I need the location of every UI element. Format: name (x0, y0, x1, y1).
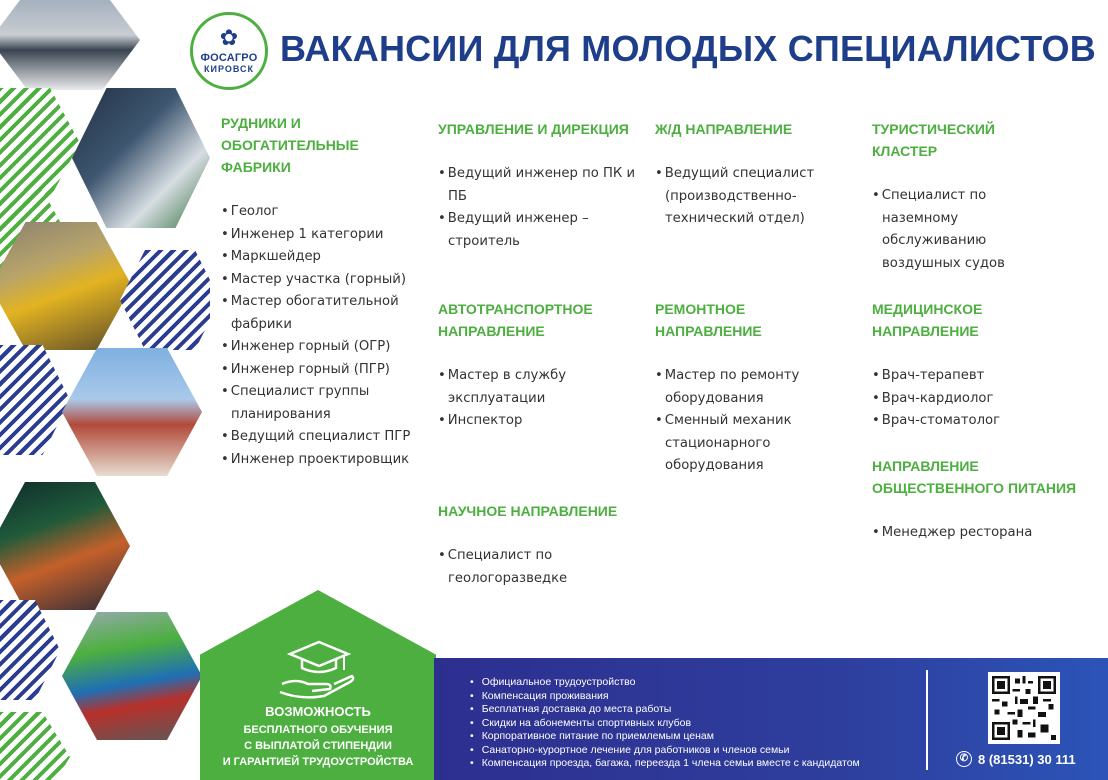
benefit-item: • Официальное трудоустройство (470, 676, 860, 690)
benefit-item: • Компенсация проживания (470, 690, 860, 704)
group-tourism (872, 118, 1032, 275)
control-room-photo (72, 88, 210, 228)
group-medical (872, 298, 1032, 433)
benefit-item: • Скидки на абонементы спортивных клубов (470, 717, 860, 731)
vacancy-item: • Специалист по наземному обслуживанию воздушных судов (872, 185, 1032, 275)
phone-icon: ✆ (956, 751, 972, 767)
blue-stripe-pattern (0, 345, 70, 455)
group-management (438, 118, 638, 253)
vacancy-item: • Врач-терапевт (872, 365, 1032, 388)
vacancy-item: • Инженер горный (ОГР) (221, 336, 431, 359)
vacancy-item: • Инженер 1 категории (221, 224, 431, 247)
vacancy-item: • Мастер участка (горный) (221, 269, 431, 292)
logo-line1: ФОСАГРО (200, 52, 258, 64)
vacancy-item: • Ведущий специалист (производственно-технический отдел) (655, 163, 855, 231)
benefit-item: • Корпоративное питание по приемлемым ценам (470, 730, 860, 744)
group-title: РУДНИКИ И ОБОГАТИТЕЛЬНЫЕ ФАБРИКИ (221, 115, 359, 175)
vacancy-item: • Мастер обогатительной фабрики (221, 291, 431, 336)
vacancy-item: • Геолог (221, 201, 431, 224)
vacancy-item: • Ведущий инженер – строитель (438, 208, 638, 253)
vacancy-list (872, 365, 1032, 433)
vacancy-item: • Врач-стоматолог (872, 410, 1032, 433)
blue-stripe-pattern (0, 600, 60, 700)
mining-truck-photo (0, 222, 132, 350)
group-title: АВТОТРАНСПОРТНОЕ НАПРАВЛЕНИЕ (438, 301, 593, 339)
phone-number: 8 (81531) 30 111 (978, 751, 1076, 767)
group-title: РЕМОНТНОЕ НАПРАВЛЕНИЕ (655, 301, 762, 339)
benefit-item: • Бесплатная доставка до места работы (470, 703, 860, 717)
logo-line2: КИРОВСК (204, 64, 254, 74)
station-photo (0, 0, 140, 90)
vacancy-list (438, 365, 608, 433)
train-photo (62, 612, 202, 740)
vacancy-item: • Ведущий специалист ПГР (221, 426, 431, 449)
vacancy-item: • Врач-кардиолог (872, 388, 1032, 411)
benefit-item: • Компенсация проезда, багажа, переезда 1 члена семьи вместе с кандидатом (470, 757, 860, 771)
contact-phone[interactable] (956, 751, 1076, 767)
vacancy-item: • Инженер проектировщик (221, 449, 431, 472)
building-photo (62, 348, 202, 476)
green-stripe-pattern (0, 88, 80, 198)
vacancy-item: • Мастер по ремонту оборудования (655, 365, 815, 410)
benefits-list (470, 676, 860, 771)
qr-code[interactable] (988, 672, 1060, 744)
vacancy-item: • Специалист группы планирования (221, 381, 431, 426)
group-title: УПРАВЛЕНИЕ И ДИРЕКЦИЯ (438, 121, 629, 137)
vacancy-item: • Менеджер ресторана (872, 522, 1102, 545)
benefit-item: • Санаторно-курортное лечение для работников и членов семьи (470, 744, 860, 758)
vacancy-list (872, 522, 1102, 545)
flower-icon: ✿ (219, 26, 239, 51)
vacancy-list (872, 185, 1032, 275)
group-mines (221, 112, 431, 471)
vacancy-item: • Инженер горный (ПГР) (221, 359, 431, 382)
graduation-cap-hand-icon (278, 640, 360, 700)
group-title: НАПРАВЛЕНИЕ ОБЩЕСТВЕННОГО ПИТАНИЯ (872, 458, 1077, 496)
night-building-photo (0, 482, 130, 610)
decorative-photo-column (0, 0, 210, 780)
vacancy-list (655, 365, 815, 478)
vacancy-item: • Маркшейдер (221, 246, 431, 269)
green-stripe-pattern (0, 712, 70, 780)
company-logo (190, 12, 268, 90)
group-science (438, 500, 638, 590)
vacancy-item: • Ведущий инженер по ПК и ПБ (438, 163, 638, 208)
page-title: ВАКАНСИИ ДЛЯ МОЛОДЫХ СПЕЦИАЛИСТОВ (280, 28, 1096, 69)
group-title: МЕДИЦИНСКОЕ НАПРАВЛЕНИЕ (872, 301, 983, 339)
vacancy-item: • Мастер в службу эксплуатации (438, 365, 608, 410)
education-title: ВОЗМОЖНОСТЬ (265, 704, 371, 719)
vacancy-item: • Инспектор (438, 410, 608, 433)
group-repair (655, 298, 815, 478)
group-railway (655, 118, 855, 231)
vacancy-item: • Сменный механик стационарного оборудования (655, 410, 815, 478)
group-title: НАУЧНОЕ НАПРАВЛЕНИЕ (438, 503, 618, 519)
group-title: Ж/Д НАПРАВЛЕНИЕ (655, 121, 793, 137)
vacancy-list (438, 545, 638, 590)
blue-stripe-pattern (120, 250, 210, 350)
divider (926, 670, 928, 770)
group-title: ТУРИСТИЧЕСКИЙ КЛАСТЕР (872, 121, 995, 159)
group-catering (872, 455, 1102, 545)
vacancy-list (221, 201, 431, 471)
vacancy-item: • Специалист по геологоразведке (438, 545, 638, 590)
education-description: БЕСПЛАТНОГО ОБУЧЕНИЯ С ВЫПЛАТОЙ СТИПЕНДИИ И ГАРАНТИЕЙ ТРУДОУСТРОЙСТВА (222, 724, 414, 768)
group-transport (438, 298, 608, 433)
vacancy-list (438, 163, 638, 253)
vacancy-list (655, 163, 855, 231)
